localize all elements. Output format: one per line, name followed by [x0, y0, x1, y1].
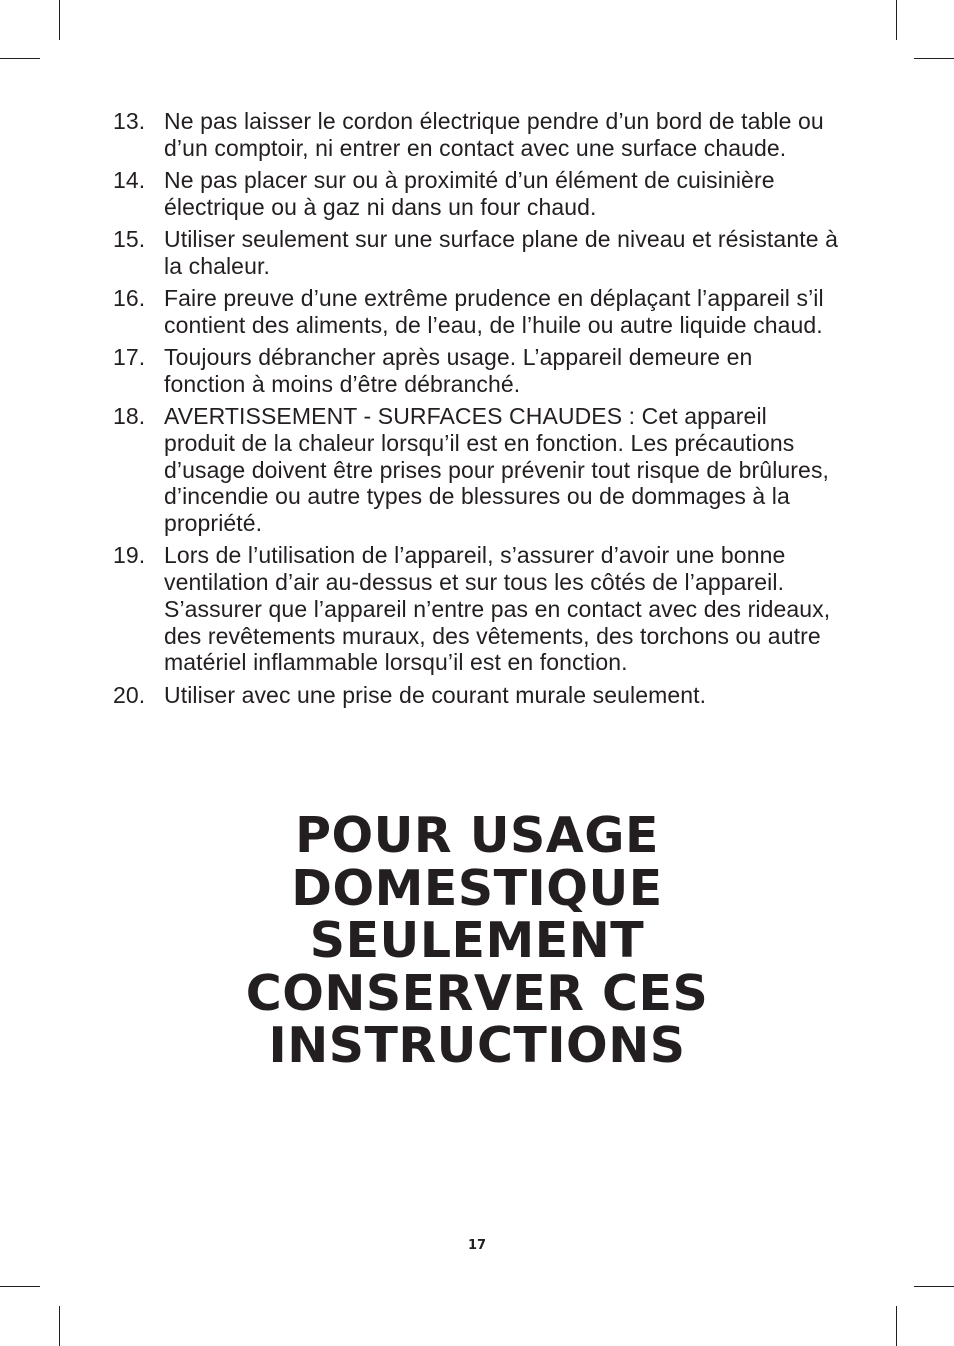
item-number: 17. [113, 343, 146, 370]
item-text: Utiliser avec une prise de courant murale seulement. [164, 681, 707, 708]
list-item [110, 167, 840, 221]
item-text: Ne pas laisser le cordon électrique pendre d’un bord de table ou d’un comptoir, ni entrer en contact avec une surface chaude. [164, 108, 824, 161]
item-text: Faire preuve d’une extrême prudence en déplaçant l’appareil s’il contient des aliments, de l’eau, de l’huile ou autre liquide chaud. [164, 284, 824, 338]
list-item [110, 682, 840, 709]
list-item [110, 285, 840, 339]
household-use-headline [0, 807, 954, 1074]
crop-mark-bottom-left-horizontal [0, 1286, 40, 1287]
safety-instructions-list [110, 108, 840, 714]
crop-mark-top-left-horizontal [0, 58, 40, 59]
headline-line: DOMESTIQUE [291, 859, 663, 917]
crop-mark-top-left-vertical [59, 0, 60, 40]
item-number: 18. [113, 402, 146, 429]
crop-mark-bottom-right-vertical [896, 1306, 897, 1346]
list-item [110, 344, 840, 398]
item-number: 14. [113, 166, 146, 193]
crop-mark-top-right-horizontal [914, 58, 954, 59]
item-number: 16. [113, 284, 146, 311]
item-text: Toujours débrancher après usage. L’appareil demeure en fonction à moins d’être débranché. [164, 343, 753, 397]
list-item [110, 108, 840, 162]
list-item [110, 542, 840, 676]
crop-mark-bottom-right-horizontal [914, 1286, 954, 1287]
item-number: 13. [113, 108, 146, 134]
list-item [110, 226, 840, 280]
page-number: 17 [467, 1238, 487, 1253]
item-text: Lors de l’utilisation de l’appareil, s’assurer d’avoir une bonne ventilation d’air au-dessus et sur tous les côtés de l’appareil. S’assurer que l’appareil n’entre pas en contact avec des rideaux, des revêtements muraux, des vêtements, des torchons ou autre matériel inflammable lorsqu’il est en fonction. [164, 542, 831, 676]
item-number: 15. [113, 225, 146, 252]
item-text: Utiliser seulement sur une surface plane de niveau et résistante à la chaleur. [164, 225, 838, 279]
item-number: 20. [113, 681, 146, 708]
headline-line: POUR USAGE [295, 807, 659, 864]
crop-mark-top-right-vertical [896, 0, 897, 40]
item-text: Ne pas placer sur ou à proximité d’un élément de cuisinière électrique ou à gaz ni dans un four chaud. [164, 166, 775, 220]
item-text: AVERTISSEMENT - SURFACES CHAUDES : Cet appareil produit de la chaleur lorsqu’il est en fonction. Les précautions d’usage doivent être prises pour prévenir tout risque de brûlures, d’incendie ou autre types de blessures ou de dommages à la propriété. [164, 402, 830, 537]
headline-line: CONSERVER CES [245, 964, 709, 1022]
item-number: 19. [113, 542, 146, 569]
headline-line: INSTRUCTIONS [268, 1017, 686, 1074]
list-item [110, 403, 840, 537]
crop-mark-bottom-left-vertical [59, 1306, 60, 1346]
headline-line: SEULEMENT [309, 912, 645, 969]
